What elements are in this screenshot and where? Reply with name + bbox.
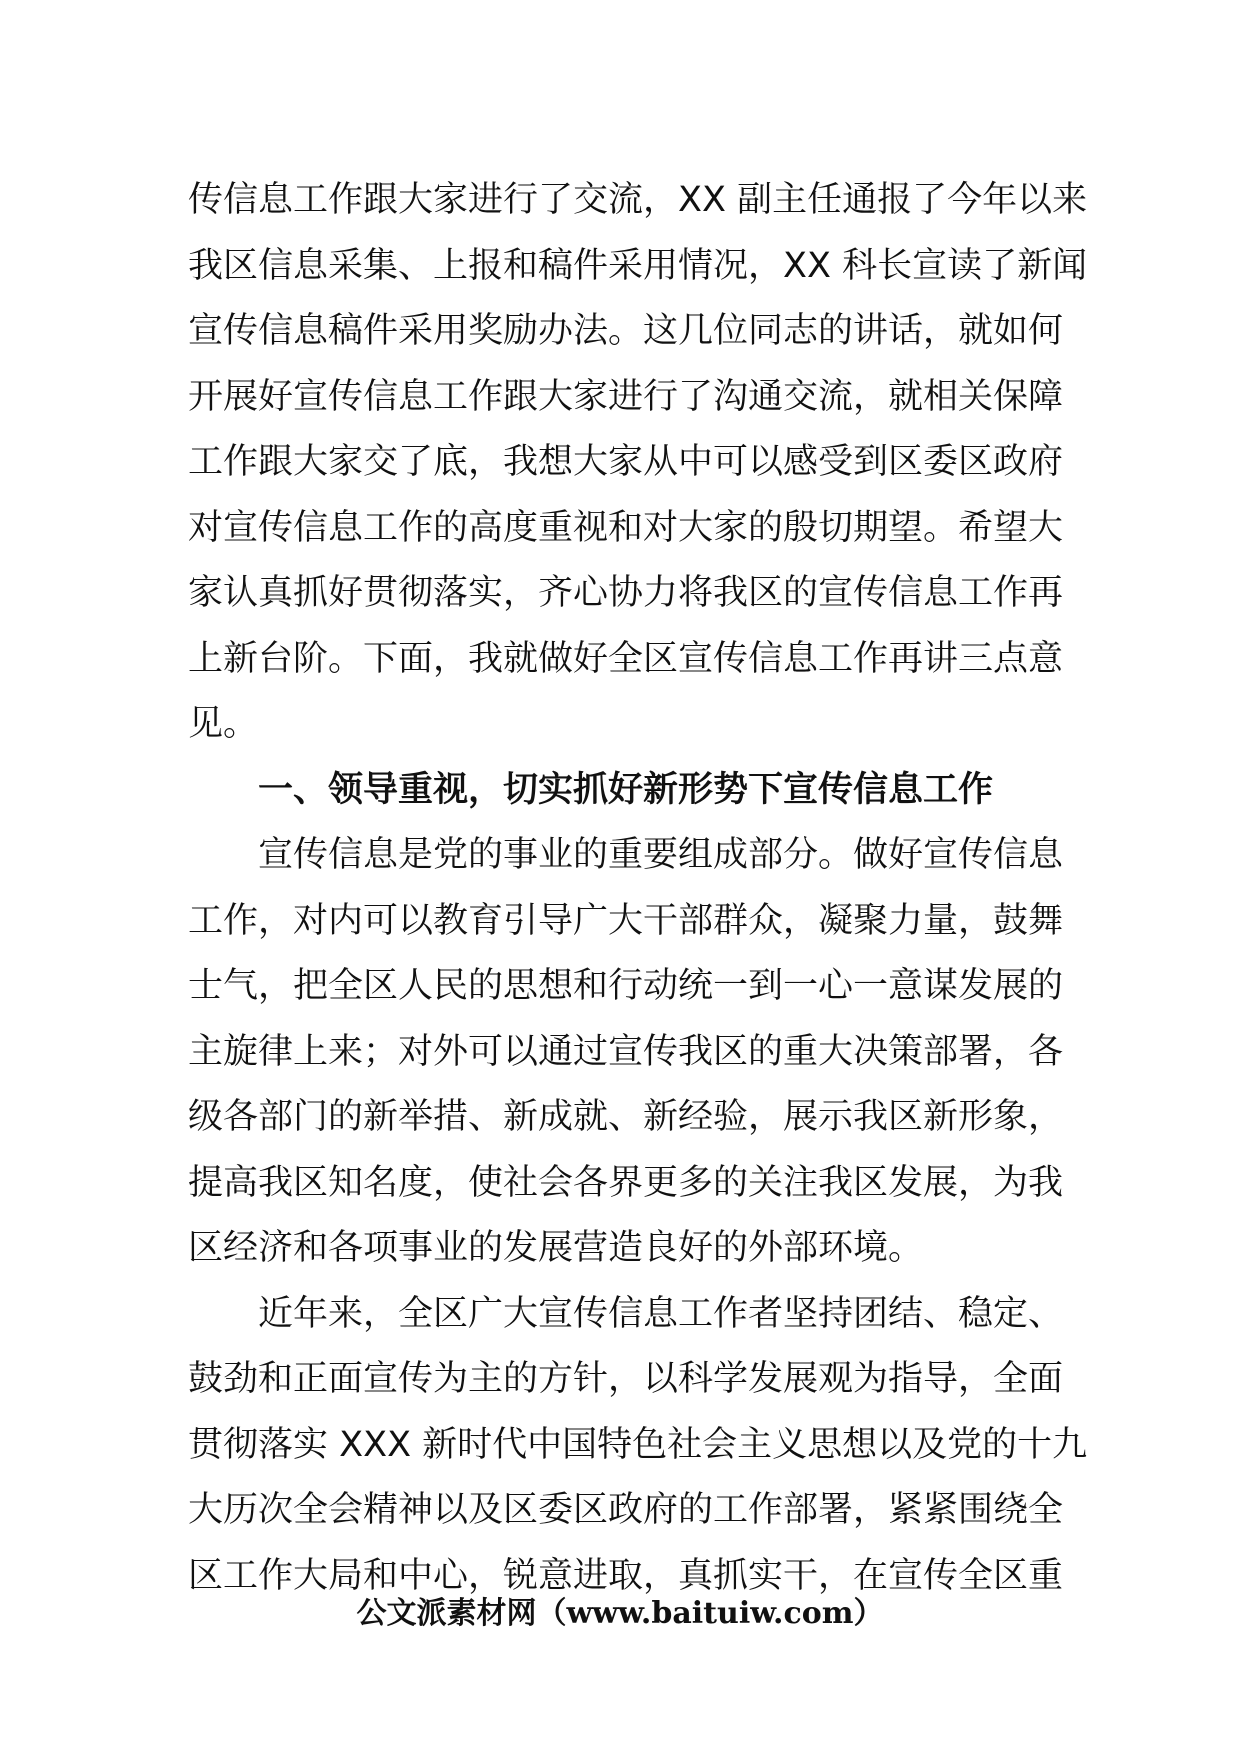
text-line: 宣传信息是党的事业的重要组成部分。做好宣传信息 — [258, 835, 1064, 875]
text-line: 贯彻落实 XXX 新时代中国特色社会主义思想以及党的十九 — [188, 1424, 1088, 1465]
text-line: 鼓劲和正面宣传为主的方针，以科学发展观为指导，全面 — [188, 1359, 1064, 1399]
text-line: 我区信息采集、上报和稿件采用情况，XX 科长宣读了新闻 — [188, 245, 1088, 286]
text-line: 上新台阶。下面，我就做好全区宣传信息工作再讲三点意 — [188, 638, 1064, 679]
text-line: 家认真抓好贯彻落实，齐心协力将我区的宣传信息工作再 — [188, 573, 1064, 613]
text-line: 主旋律上来；对外可以通过宣传我区的重大决策部署，各 — [188, 1031, 1064, 1072]
text-line: 宣传信息稿件采用奖励办法。这几位同志的讲话，就如何 — [188, 311, 1064, 351]
section-heading: 一、领导重视，切实抓好新形势下宣传信息工作 — [258, 769, 994, 810]
text-line: 近年来，全区广大宣传信息工作者坚持团结、稳定、 — [258, 1293, 1064, 1334]
text-line: 大历次全会精神以及区委区政府的工作部署，紧紧围绕全 — [188, 1490, 1064, 1530]
text-line: 级各部门的新举措、新成就、新经验，展示我区新形象， — [188, 1097, 1064, 1137]
document-body — [188, 168, 1088, 1609]
text-line: 士气，把全区人民的思想和行动统一到一心一意谋发展的 — [188, 966, 1064, 1006]
text-line: 工作跟大家交了底，我想大家从中可以感受到区委区政府 — [188, 442, 1064, 482]
text-line: 传信息工作跟大家进行了交流，XX 副主任通报了今年以来 — [188, 180, 1088, 220]
text-line: 见。 — [188, 704, 259, 744]
text-line: 区经济和各项事业的发展营造良好的外部环境。 — [188, 1228, 924, 1268]
text-line: 开展好宣传信息工作跟大家进行了沟通交流，就相关保障 — [188, 376, 1064, 417]
text-line: 对宣传信息工作的高度重视和对大家的殷切期望。希望大 — [188, 507, 1064, 548]
page-footer: 公文派素材网（www.baituiw.com） — [356, 1596, 884, 1631]
text-line: 区工作大局和中心，锐意进取，真抓实干，在宣传全区重 — [188, 1555, 1064, 1596]
text-line: 工作，对内可以教育引导广大干部群众，凝聚力量，鼓舞 — [188, 900, 1064, 941]
text-line: 提高我区知名度，使社会各界更多的关注我区发展，为我 — [188, 1162, 1064, 1203]
